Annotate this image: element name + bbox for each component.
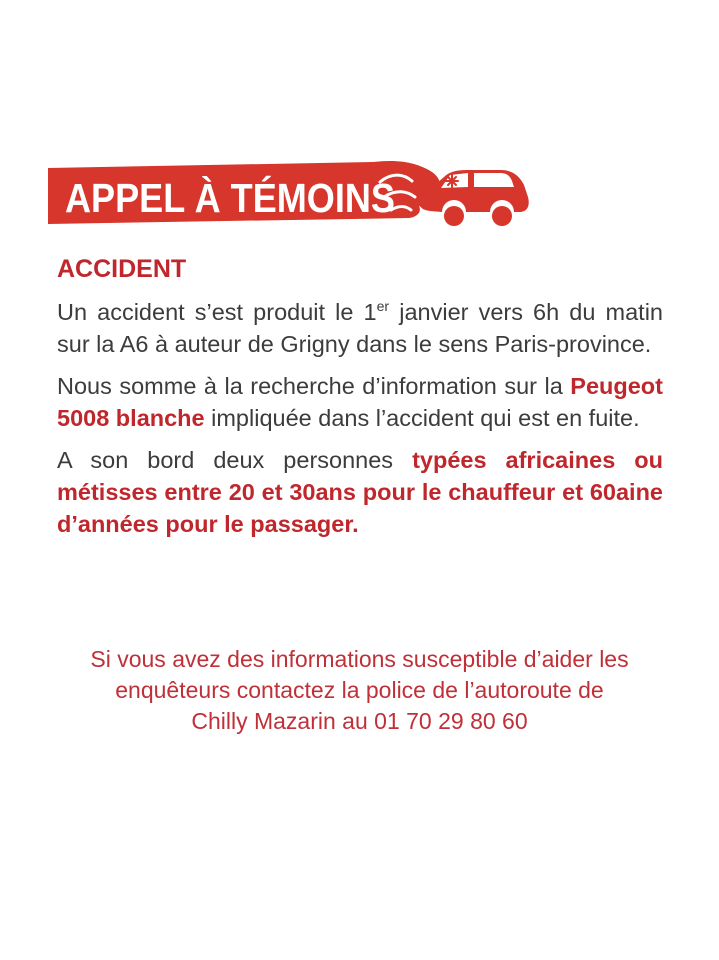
accident-heading: ACCIDENT <box>57 255 187 283</box>
occupants-text: A son bord deux personnes <box>57 447 413 473</box>
occupants-highlight: typées africaines ou métisses entre 20 et 30ans pour le chauffeur et 60aine d’années pour le passager. <box>57 447 663 537</box>
banner-title: APPEL À TÉMOINS <box>65 175 395 221</box>
car-front-wheel <box>444 206 464 226</box>
vehicle-search-text: Nous somme à la recherche d’information sur la <box>57 373 571 399</box>
paragraph-accident-details <box>57 296 663 360</box>
contact-line-1: Si vous avez des informations susceptible d’aider les <box>90 646 629 672</box>
banner-graphic <box>48 160 545 230</box>
vehicle-highlight: Peugeot 5008 blanche <box>57 373 663 431</box>
appel-a-temoins-banner <box>48 160 545 230</box>
ordinal-superscript: er <box>376 298 390 315</box>
accident-details-text: Un accident s’est produit le 1 <box>57 299 377 325</box>
contact-line-2: enquêteurs contactez la police de l’autoroute de <box>115 677 604 703</box>
contact-info <box>0 644 719 737</box>
contact-line-3: Chilly Mazarin au 01 70 29 80 60 <box>191 708 528 734</box>
windshield-crack-icon <box>446 175 458 187</box>
vehicle-search-text: impliquée dans l’accident qui est en fuite. <box>204 405 640 431</box>
poster-body <box>57 255 663 550</box>
paragraph-vehicle-search <box>57 370 663 434</box>
car-rear-wheel <box>492 206 512 226</box>
accident-details-text: janvier vers 6h du matin sur la A6 à auteur de Grigny dans le sens Paris-province. <box>57 299 663 357</box>
paragraph-occupants <box>57 444 663 540</box>
